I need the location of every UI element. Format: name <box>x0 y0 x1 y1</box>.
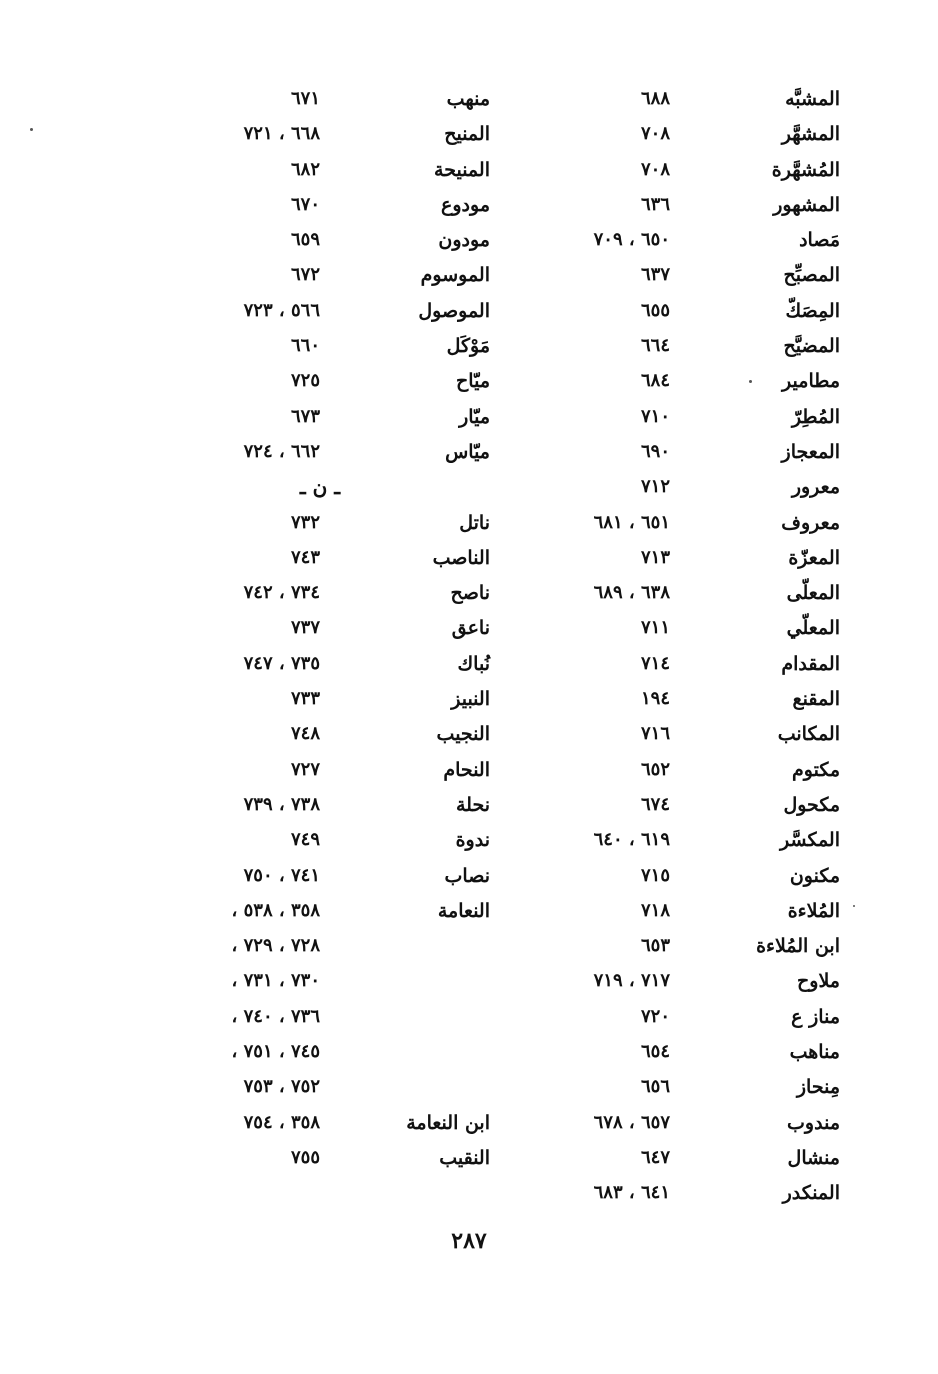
index-entry <box>150 1143 490 1178</box>
index-term: المكانب <box>777 723 840 746</box>
page-references: ٧١٥ <box>640 864 670 886</box>
page-references: ٦٦٤ <box>640 335 670 357</box>
index-entry <box>150 578 490 613</box>
page-references: ٧١٠ <box>640 405 670 427</box>
page-references: ٧١١ <box>640 617 670 639</box>
index-entry <box>540 296 840 331</box>
index-entry <box>540 402 840 437</box>
page-references: ٦٨٨ <box>640 88 670 109</box>
page-references: ٧٤٩ <box>290 829 320 851</box>
index-term: المقنع <box>792 688 840 711</box>
index-entry <box>540 260 840 295</box>
page-references: ٦٤١ ، ٦٨٣ <box>593 1182 670 1204</box>
page-references: ٧١٧ ، ٧١٩ <box>593 970 670 992</box>
index-entry <box>540 861 840 896</box>
right-index-column <box>540 84 840 1214</box>
page-references: ٧١٦ <box>640 723 670 745</box>
page-references: ٥٦٦ ، ٧٢٣ <box>243 299 320 321</box>
index-term: المضيَّح <box>783 335 840 358</box>
index-entry <box>150 155 490 190</box>
index-term: نصاب <box>444 864 490 887</box>
page-references: ٧١٣ <box>640 546 670 568</box>
page-references: ٦٤٧ <box>640 1146 670 1168</box>
page-references: ٣٥٨ ، ٥٣٨ ، <box>231 899 320 921</box>
index-term: المشهَّر <box>781 123 840 146</box>
page-references: ٧٣٢ <box>290 511 320 533</box>
index-entry <box>540 84 840 119</box>
page-references: ٧٤٥ ، ٧٥١ ، <box>231 1041 320 1063</box>
index-entry <box>540 684 840 719</box>
index-term: ابن المُلاءة <box>756 935 840 958</box>
page-references: ٦٥٧ ، ٦٧٨ <box>593 1111 670 1133</box>
index-term: ناتل <box>459 511 490 534</box>
page-references: ٦٥٣ <box>640 935 670 957</box>
index-entry <box>540 1072 840 1107</box>
index-entry <box>150 190 490 225</box>
index-term: مناهب <box>789 1041 840 1064</box>
page-references: ٧٣٨ ، ٧٣٩ <box>243 793 320 815</box>
page-references: ٧٣٦ ، ٧٤٠ ، <box>231 1005 320 1027</box>
page-references: ٧٣٠ ، ٧٣١ ، <box>231 970 320 992</box>
index-entry <box>540 331 840 366</box>
page-references: ٦٧٤ <box>640 793 670 815</box>
page-references: ٦١٩ ، ٦٤٠ <box>593 829 670 851</box>
index-entry <box>540 966 840 1001</box>
index-term: معروف <box>781 511 840 534</box>
page-references: ٧١٨ <box>640 899 670 921</box>
index-entry <box>540 1002 840 1037</box>
index-term: ندوة <box>455 829 490 852</box>
index-term: الناصب <box>432 546 490 569</box>
index-entry <box>150 896 490 931</box>
index-entry <box>540 1178 840 1213</box>
index-entry <box>150 366 490 401</box>
index-term: ناصح <box>450 582 490 605</box>
page-references: ٦٨٢ <box>290 158 320 180</box>
index-entry <box>150 225 490 260</box>
index-term: مكنون <box>789 864 840 887</box>
index-entry <box>150 719 490 754</box>
page-references: ٦٥٥ <box>640 299 670 321</box>
page-references: ٣٥٨ ، ٧٥٤ <box>243 1111 320 1133</box>
index-entry <box>150 861 490 896</box>
index-entry <box>540 437 840 472</box>
index-term: المُطِرّ <box>791 405 840 428</box>
index-entry <box>150 790 490 825</box>
index-term: ميّاس <box>445 440 490 463</box>
page-references: ٦٣٧ <box>640 264 670 286</box>
index-term: مَصاد <box>799 229 840 252</box>
index-term: ميّار <box>459 405 490 428</box>
index-term: ميّاح <box>456 370 490 393</box>
index-term: المعزّة <box>788 546 840 569</box>
page-number: ٢٨٧ <box>451 1228 487 1254</box>
index-entry <box>150 331 490 366</box>
index-entry <box>540 896 840 931</box>
index-term: المنيحة <box>434 158 490 181</box>
page-references: ٦٩٠ <box>640 440 670 462</box>
index-entry <box>540 755 840 790</box>
index-term: الموسوم <box>420 264 490 287</box>
page-references: ٧٤٨ <box>290 723 320 745</box>
page-references: ٦٦٨ ، ٧٢١ <box>243 123 320 145</box>
index-term: المشهور <box>773 193 840 216</box>
index-entry <box>150 508 490 543</box>
index-entry <box>540 508 840 543</box>
index-term: نُباك <box>457 652 490 675</box>
index-term: النجيب <box>436 723 490 746</box>
index-entry <box>540 119 840 154</box>
index-term: مناز ع <box>791 1005 840 1028</box>
index-entry <box>540 472 840 507</box>
index-term: المعلّي <box>786 617 840 640</box>
index-entry <box>150 1108 490 1143</box>
page-references: ٧٢٥ <box>290 370 320 392</box>
index-entry <box>150 613 490 648</box>
index-entry <box>150 119 490 154</box>
index-term: النبيز <box>451 688 490 711</box>
page-references: ٦٧٣ <box>290 405 320 427</box>
page-references: ٧٣٤ ، ٧٤٢ <box>243 582 320 604</box>
page-references: ٧١٤ <box>640 652 670 674</box>
index-entry <box>540 543 840 578</box>
index-term: منهب <box>446 88 490 110</box>
page-references: ٦٥٢ <box>640 758 670 780</box>
page-references: ٦٣٦ <box>640 193 670 215</box>
page-references: ٧٥٥ <box>290 1146 320 1168</box>
index-entry <box>150 543 490 578</box>
index-term: مكتوم <box>792 758 840 781</box>
page-references: ٦٦٠ <box>290 335 320 357</box>
page-references: ٧٣٣ <box>290 688 320 710</box>
index-term: المنيح <box>444 123 490 146</box>
page-references: ٦٥١ ، ٦٨١ <box>593 511 670 533</box>
index-term: ملاوح <box>797 970 840 993</box>
index-term: المعلّى <box>786 582 840 605</box>
page-references: ٧١٢ <box>640 476 670 498</box>
page-references: ٧٣٧ <box>290 617 320 639</box>
index-term: مودوع <box>441 193 490 216</box>
page-references: ٦٥٩ <box>290 229 320 251</box>
index-term: مندوب <box>787 1111 840 1134</box>
index-term: المنكدر <box>782 1182 840 1205</box>
index-term: المُلاءة <box>787 899 840 922</box>
continuation-row <box>150 1002 490 1037</box>
index-entry <box>540 825 840 860</box>
page-references: ٦٥٠ ، ٧٠٩ <box>593 229 670 251</box>
index-term: المشبَّه <box>785 88 840 110</box>
index-term: مكحول <box>783 793 840 816</box>
index-entry <box>150 260 490 295</box>
page-references: ٧٢٠ <box>640 1005 670 1027</box>
speck <box>749 380 752 383</box>
continuation-row <box>150 931 490 966</box>
speck <box>30 128 33 131</box>
page-references: ٧٠٨ <box>640 123 670 145</box>
index-term: ابن النعامة <box>406 1111 490 1134</box>
index-entry <box>540 578 840 613</box>
index-term: المقدام <box>781 652 840 675</box>
index-entry <box>540 190 840 225</box>
page-references: ٧٥٢ ، ٧٥٣ <box>243 1076 320 1098</box>
page-references: ٦٧٢ <box>290 264 320 286</box>
index-entry <box>150 649 490 684</box>
page-references: ٦٦٢ ، ٧٢٤ <box>243 440 320 462</box>
page-references: ٦٥٦ <box>640 1076 670 1098</box>
continuation-row <box>150 1037 490 1072</box>
left-index-column <box>150 84 490 1178</box>
page-references: ٦٧٠ <box>290 193 320 215</box>
index-term: منشال <box>787 1146 840 1169</box>
index-term: مِنحاز <box>796 1076 840 1099</box>
index-term: ناعق <box>451 617 490 640</box>
index-term: نحلة <box>455 793 490 816</box>
index-entry <box>540 931 840 966</box>
index-entry <box>540 719 840 754</box>
index-entry <box>540 1143 840 1178</box>
index-entry <box>540 790 840 825</box>
index-entry <box>540 366 840 401</box>
index-entry <box>540 1037 840 1072</box>
index-entry <box>150 755 490 790</box>
continuation-row <box>150 966 490 1001</box>
index-term: المعجاز <box>781 440 840 463</box>
index-entry <box>540 225 840 260</box>
page-references: ٦٧١ <box>290 88 320 109</box>
index-entry <box>150 84 490 119</box>
page-references: ٦٥٤ <box>640 1041 670 1063</box>
index-entry <box>150 402 490 437</box>
index-entry <box>150 825 490 860</box>
page-references: ٦٨٤ <box>640 370 670 392</box>
page-references: ٧٣٥ ، ٧٤٧ <box>243 652 320 674</box>
continuation-row <box>150 1072 490 1107</box>
index-term: معرور <box>791 476 840 499</box>
page-references: ١٩٤ <box>640 688 670 710</box>
index-term: النعامة <box>437 899 490 922</box>
index-entry <box>540 1108 840 1143</box>
index-entry <box>150 684 490 719</box>
index-term: النحام <box>443 758 490 781</box>
index-term: المصبِّح <box>783 264 840 287</box>
index-entry <box>150 296 490 331</box>
index-term: المكسَّر <box>780 829 840 852</box>
index-term: الموصول <box>418 299 490 322</box>
page-references: ٧٤١ ، ٧٥٠ <box>243 864 320 886</box>
page-references: ٧٤٣ <box>290 546 320 568</box>
index-term: المِصَكّ <box>785 299 840 322</box>
index-term: النقيب <box>439 1146 490 1169</box>
index-entry <box>540 649 840 684</box>
index-term: المُشهَّرة <box>771 158 840 181</box>
index-entry <box>540 613 840 648</box>
index-term: مطامير <box>782 370 840 393</box>
page-references: ٧٢٨ ، ٧٢٩ ، <box>231 935 320 957</box>
page-references: ٦٣٨ ، ٦٨٩ <box>593 582 670 604</box>
index-term: مودون <box>438 229 490 252</box>
page-references: ٧٠٨ <box>640 158 670 180</box>
index-entry <box>150 437 490 472</box>
index-term: مَوْكَل <box>446 335 490 358</box>
index-entry <box>540 155 840 190</box>
section-header-letter: ـ ن ـ <box>299 475 341 500</box>
speck <box>853 905 855 907</box>
page-references: ٧٢٧ <box>290 758 320 780</box>
